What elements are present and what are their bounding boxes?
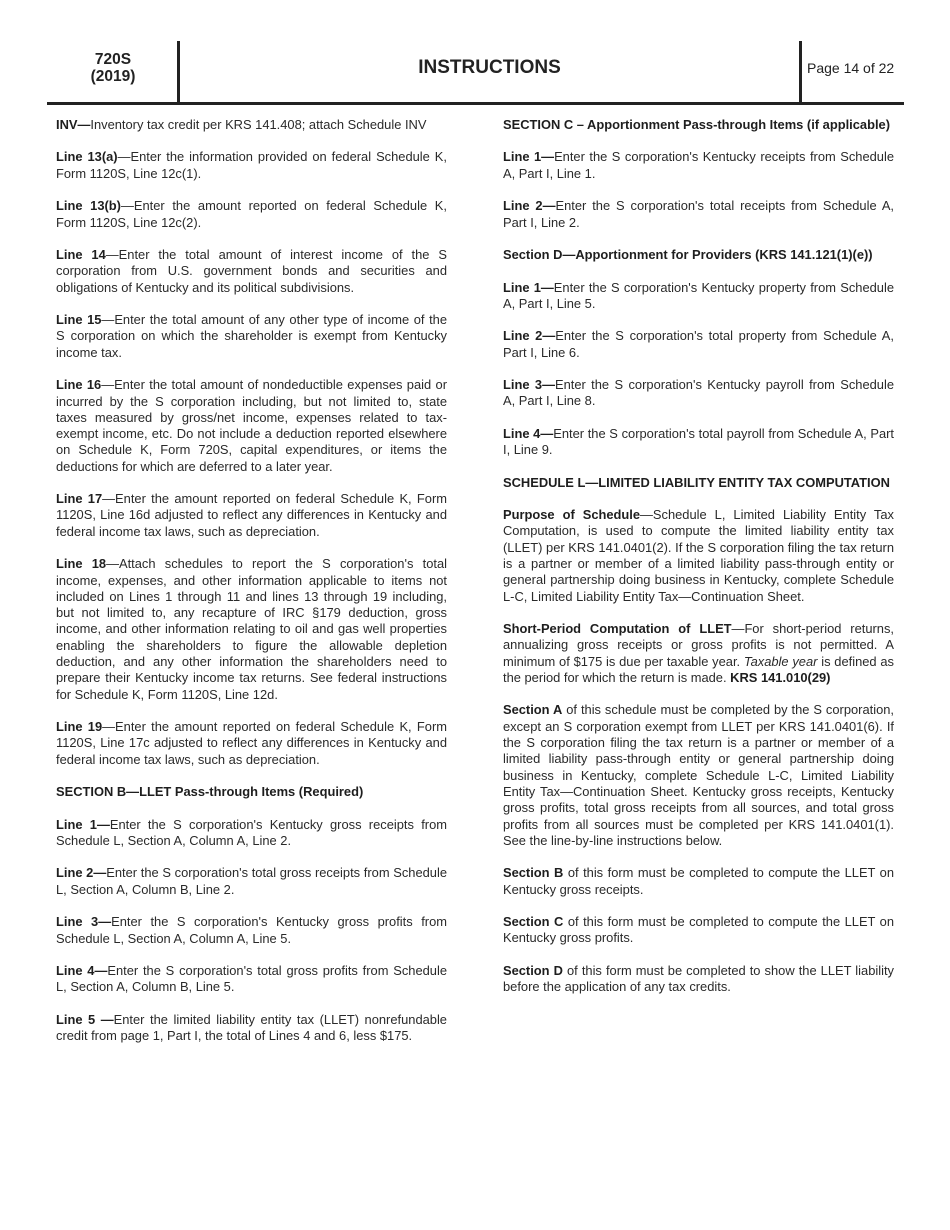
section-b-line-3: Line 3—Enter the S corporation's Kentucky gross profits from Schedule L, Section A, Column A, Line 5. bbox=[56, 914, 447, 946]
right-column bbox=[503, 117, 894, 1012]
section-c-line-2: Line 2—Enter the S corporation's total receipts from Schedule A, Part I, Line 2. bbox=[503, 198, 895, 230]
section-b-line-4: Line 4—Enter the S corporation's total gross profits from Schedule L, Section A, Column B, Line 5. bbox=[56, 963, 447, 995]
form-id bbox=[47, 51, 179, 85]
section-d-line-1: Line 1—Enter the S corporation's Kentucky property from Schedule A, Part I, Line 5. bbox=[503, 279, 894, 311]
section-b-note: Section B of this form must be completed to compute the LLET on Kentucky gross receipts. bbox=[503, 865, 895, 897]
section-d-line-4: Line 4—Enter the S corporation's total payroll from Schedule A, Part I, Line 9. bbox=[503, 425, 894, 458]
section-d-line-3: Line 3—Enter the S corporation's Kentucky payroll from Schedule A, Part I, Line 8. bbox=[503, 377, 895, 409]
header-divider bbox=[799, 41, 802, 102]
instruction-line-14: Line 14—Enter the total amount of interest income of the S corporation from U.S. government bonds and securities and obligations of Kentucky and its political subdivisions. bbox=[56, 247, 448, 295]
page-title: INSTRUCTIONS bbox=[418, 57, 561, 78]
page-number: Page 14 of 22 bbox=[807, 60, 895, 76]
section-b-line-2: Line 2—Enter the S corporation's total gross receipts from Schedule L, Section A, Column B, Line 2. bbox=[56, 865, 448, 897]
instruction-line-13a: Line 13(a)—Enter the information provided on federal Schedule K, Form 1120S, Line 12c(1). bbox=[56, 149, 447, 181]
section-b-heading: SECTION B—LLET Pass-through Items (Required) bbox=[56, 784, 364, 800]
section-b-line-5: Line 5 —Enter the limited liability entity tax (LLET) nonrefundable credit from page 1, Part I, the total of Lines 4 and 6, less $175. bbox=[56, 1011, 447, 1044]
section-a-note: Section A of this schedule must be completed by the S corporation, except an S corporation exempt from LLET per KRS 141.0401(6). If the S corporation filing the tax return is a partner or member of a limited liability pass-through entity or general partnership doing business in Kentucky, complete Schedule L-C, Limited Liability Entity Tax—Continuation Sheet. Kentucky gross receipts, Kentucky gross profits, total gross receipts from all sources, and total gross profits from all sources must be completed per KRS 141.0401(1). See the line-by-line instructions below. bbox=[503, 702, 894, 848]
instruction-inv: INV—Inventory tax credit per KRS 141.408; attach Schedule INV bbox=[56, 117, 427, 132]
instruction-line-18: Line 18—Attach schedules to report the S corporation's total income, expenses, and other information applicable to items not included on Lines 1 through 11 and lines 13 through 19 including, but not limited to, any recapture of IRC §179 deduction, gross income, and other information relating to oil and gas well properties enabling the shareholders to figure the allowable depletion deduction, and any other information the shareholders need to prepare their Kentucky income tax returns. See federal instructions for Schedule K, Form 1120S, Line 12d. bbox=[56, 556, 447, 702]
schedule-l-heading: SCHEDULE L—LIMITED LIABILITY ENTITY TAX COMPUTATION bbox=[503, 474, 890, 490]
section-d-line-2: Line 2—Enter the S corporation's total property from Schedule A, Part I, Line 6. bbox=[503, 328, 894, 360]
form-year: (2019) bbox=[90, 68, 136, 85]
instruction-line-16: Line 16—Enter the total amount of nondeductible expenses paid or incurred by the S corporation including, but not limited to, state taxes measured by gross/net income, expenses related to tax-exempt income, etc. Do not include a deduction reported elsewhere on Schedule K, Form 720S, capital expenditures, or items the deductions for which are deferred to a later year. bbox=[56, 377, 447, 474]
section-c-note: Section C of this form must be completed to compute the LLET on Kentucky gross profits. bbox=[503, 914, 895, 946]
section-c-heading: SECTION C – Apportionment Pass-through Items (if applicable) bbox=[503, 117, 890, 132]
short-period-computation: Short-Period Computation of LLET—For short-period returns, annualizing gross receipts or gross profits is not permitted. A minimum of $175 is due per taxable year. Taxable year is defined as the period for which the return is made. KRS 141.010(29) bbox=[503, 621, 895, 685]
purpose-of-schedule: Purpose of Schedule—Schedule L, Limited Liability Entity Tax Computation, is used to compute the limited liability entity tax (LLET) per KRS 141.0401(2). If the S corporation filing the tax return is a partner or member of a limited liability pass-through entity or general partnership doing business in Kentucky, complete Schedule L-C, Limited Liability Entity Tax—Continuation Sheet. bbox=[503, 507, 894, 604]
instruction-line-13b: Line 13(b)—Enter the amount reported on federal Schedule K, Form 1120S, Line 12c(2). bbox=[56, 198, 447, 230]
section-c-line-1: Line 1—Enter the S corporation's Kentucky receipts from Schedule A, Part I, Line 1. bbox=[503, 149, 894, 181]
section-d-note: Section D of this form must be completed to show the LLET liability before the application of any tax credits. bbox=[503, 962, 894, 995]
page-header bbox=[47, 41, 904, 105]
section-b-line-1: Line 1—Enter the S corporation's Kentucky gross receipts from Schedule L, Section A, Column A, Line 2. bbox=[56, 816, 447, 848]
form-number: 720S bbox=[94, 51, 132, 68]
left-column bbox=[56, 117, 447, 1061]
section-d-heading: Section D—Apportionment for Providers (KRS 141.121(1)(e)) bbox=[503, 247, 873, 263]
instruction-line-17: Line 17—Enter the amount reported on federal Schedule K, Form 1120S, Line 16d adjusted to reflect any differences in Kentucky and federal income tax laws, such as depreciation. bbox=[56, 491, 448, 539]
instruction-line-15: Line 15—Enter the total amount of any other type of income of the S corporation on which the shareholder is exempt from Kentucky income tax. bbox=[56, 312, 447, 360]
instruction-line-19: Line 19—Enter the amount reported on federal Schedule K, Form 1120S, Line 17c adjusted to reflect any differences in Kentucky and federal income tax laws, such as depreciation. bbox=[56, 719, 448, 767]
